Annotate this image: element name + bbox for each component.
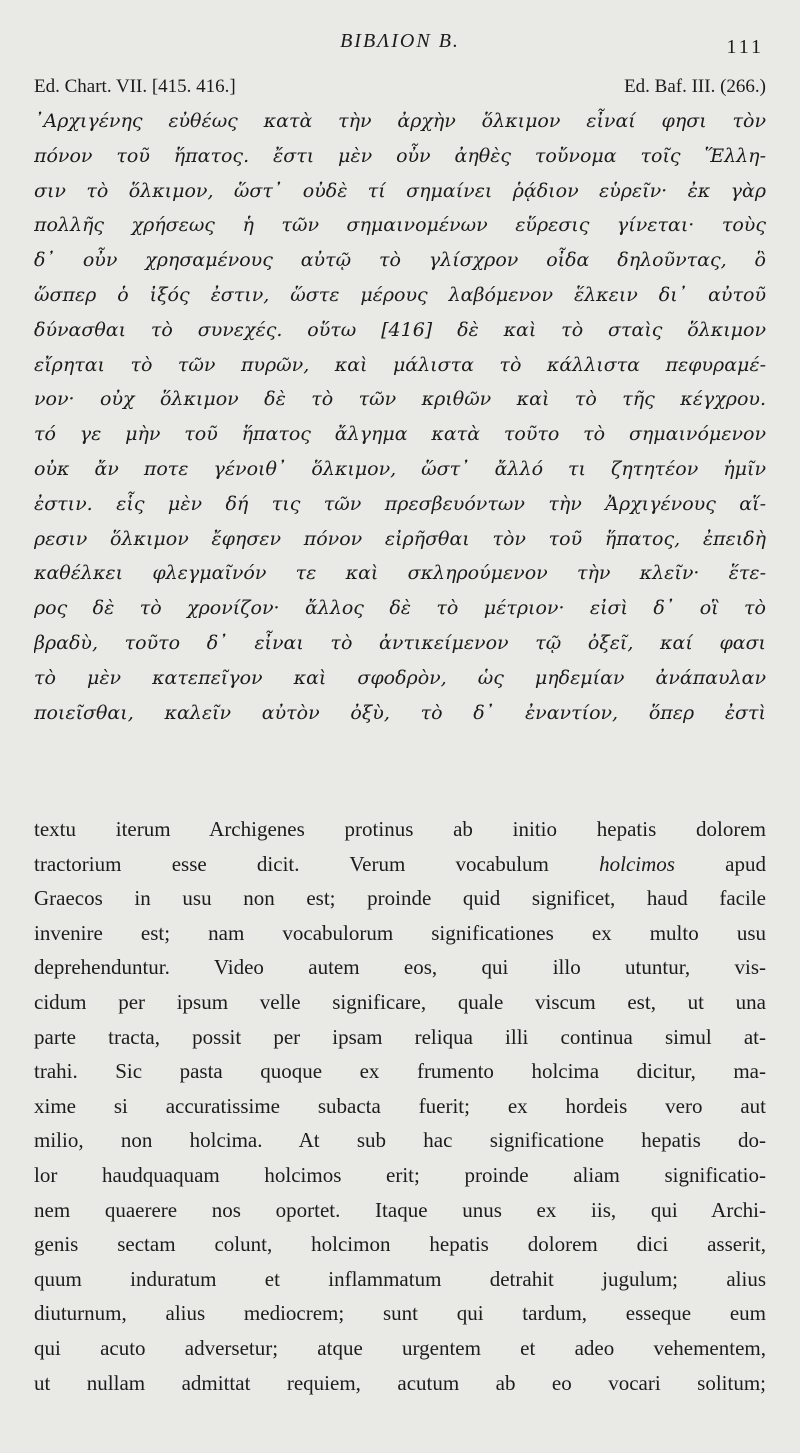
latin-line: diuturnum, alius mediocrem; sunt qui tardum, esseque eum (34, 1301, 766, 1326)
latin-line: quum induratum et inflammatum detrahit jugulum; alius (34, 1266, 766, 1291)
edition-ref-basel: Ed. Baf. III. (266.) (624, 76, 766, 97)
greek-line: τὸ μὲν κατεπεῖγον καὶ σφοδρὸν, ὡς μηδεμίαν ἀνάπαυλαν (34, 666, 766, 689)
greek-line: ρος δὲ τὸ χρονίζον· ἄλλος δὲ τὸ μέτριον· εἰσὶ δ᾿ οἳ τὸ (34, 597, 766, 620)
greek-line: οὐκ ἄν ποτε γένοιθ᾿ ὅλκιμον, ὥστ᾿ ἄλλό τι ζητητέον ἡμῖν (34, 457, 766, 480)
latin-line: milio, non holcima. At sub hac significatione hepatis do- (34, 1128, 766, 1153)
latin-line: qui acuto adversetur; atque urgentem et adeo vehementem, (34, 1335, 766, 1360)
latin-line: textu iterum Archigenes protinus ab initio hepatis dolorem (34, 817, 766, 841)
greek-line: δύνασθαι τὸ συνεχές. οὕτω [416] δὲ καὶ τὸ σταὶς ὅλκιμον (34, 318, 766, 341)
greek-line: δ᾿ οὖν χρησαμένους αὐτῷ τὸ γλίσχρον οἶδα δηλοῦντας, ὃ (34, 249, 766, 272)
latin-line: cidum per ipsum velle significare, quale viscum est, ut una (34, 989, 766, 1014)
greek-line: ποιεῖσθαι, καλεῖν αὐτὸν ὀξὺ, τὸ δ᾿ ἐναντίον, ὅπερ ἐστὶ (34, 701, 766, 724)
greek-line: πόνον τοῦ ἥπατος. ἔστι μὲν οὖν ἀηθὲς τοὔνομα τοῖς Ἕλλη- (34, 144, 766, 167)
latin-line-segment: tractorium esse dicit. Verum vocabulum (34, 851, 600, 876)
greek-line: εἴρηται τὸ τῶν πυρῶν, καὶ μάλιστα τὸ κάλλιστα πεφυραμέ- (34, 353, 766, 376)
latin-line: invenire est; nam vocabulorum significationes ex multo usu (34, 920, 766, 945)
greek-line: τό γε μὴν τοῦ ἥπατος ἄλγημα κατὰ τοῦτο τὸ σημαινόμενον (34, 423, 766, 446)
italic-term: holcimos (599, 851, 675, 876)
latin-line: trahi. Sic pasta quoque ex frumento holcima dicitur, ma- (34, 1059, 766, 1084)
latin-line: ut nullam admittat requiem, acutum ab eo vocari solitum; (34, 1370, 766, 1395)
latin-line: lor haudquaquam holcimos erit; proinde aliam significatio- (34, 1162, 766, 1187)
greek-line: ἐστιν. εἷς μὲν δή τις τῶν πρεσβευόντων τὴν Ἀρχιγένους αἵ- (34, 492, 766, 515)
latin-translation-block (34, 812, 766, 1400)
latin-line: xime si accuratissime subacta fuerit; ex hordeis vero aut (34, 1093, 766, 1118)
greek-line: νον· οὐχ ὅλκιμον δὲ τὸ τῶν κριθῶν καὶ τὸ τῆς κέγχρου. (34, 388, 766, 411)
edition-references (34, 76, 766, 98)
greek-text-block (34, 104, 766, 730)
latin-line: Graecos in usu non est; proinde quid significet, haud facile (34, 886, 766, 911)
greek-line: ᾿Αρχιγένης εὐθέως κατὰ τὴν ἀρχὴν ὅλκιμον εἶναί φησι τὸν (34, 110, 766, 132)
latin-line: genis sectam colunt, holcimon hepatis dolorem dici asserit, (34, 1232, 766, 1257)
latin-line: parte tracta, possit per ipsam reliqua illi continua simul at- (34, 1024, 766, 1049)
edition-ref-chartier: Ed. Chart. VII. [415. 416.] (34, 76, 236, 97)
greek-line: ὥσπερ ὁ ἰξός ἐστιν, ὥστε μέρους λαβόμενον ἕλκειν δι᾿ αὐτοῦ (34, 283, 766, 306)
latin-line-segment: apud (674, 851, 766, 876)
page-number: 111 (726, 36, 764, 58)
running-head: BIBΛION B. (340, 30, 460, 52)
latin-line (34, 847, 766, 882)
greek-line: σιν τὸ ὅλκιμον, ὥστ᾿ οὐδὲ τί σημαίνει ῥᾴδιον εὑρεῖν· ἐκ γὰρ (34, 179, 766, 202)
latin-line: nem quaerere nos oportet. Itaque unus ex iis, qui Archi- (34, 1197, 766, 1222)
greek-line: ρεσιν ὅλκιμον ἔφησεν πόνον εἰρῆσθαι τὸν τοῦ ἥπατος, ἐπειδὴ (34, 527, 766, 550)
latin-line: deprehenduntur. Video autem eos, qui illo utuntur, vis- (34, 955, 766, 980)
greek-line: βραδὺ, τοῦτο δ᾿ εἶναι τὸ ἀντικείμενον τῷ ὀξεῖ, καί φασι (34, 631, 766, 654)
greek-line: καθέλκει φλεγμαῖνόν τε καὶ σκληρούμενον τὴν κλεῖν· ἕτε- (34, 562, 766, 585)
greek-line: πολλῆς χρήσεως ἡ τῶν σημαινομένων εὕρεσις γίνεται· τοὺς (34, 214, 766, 237)
